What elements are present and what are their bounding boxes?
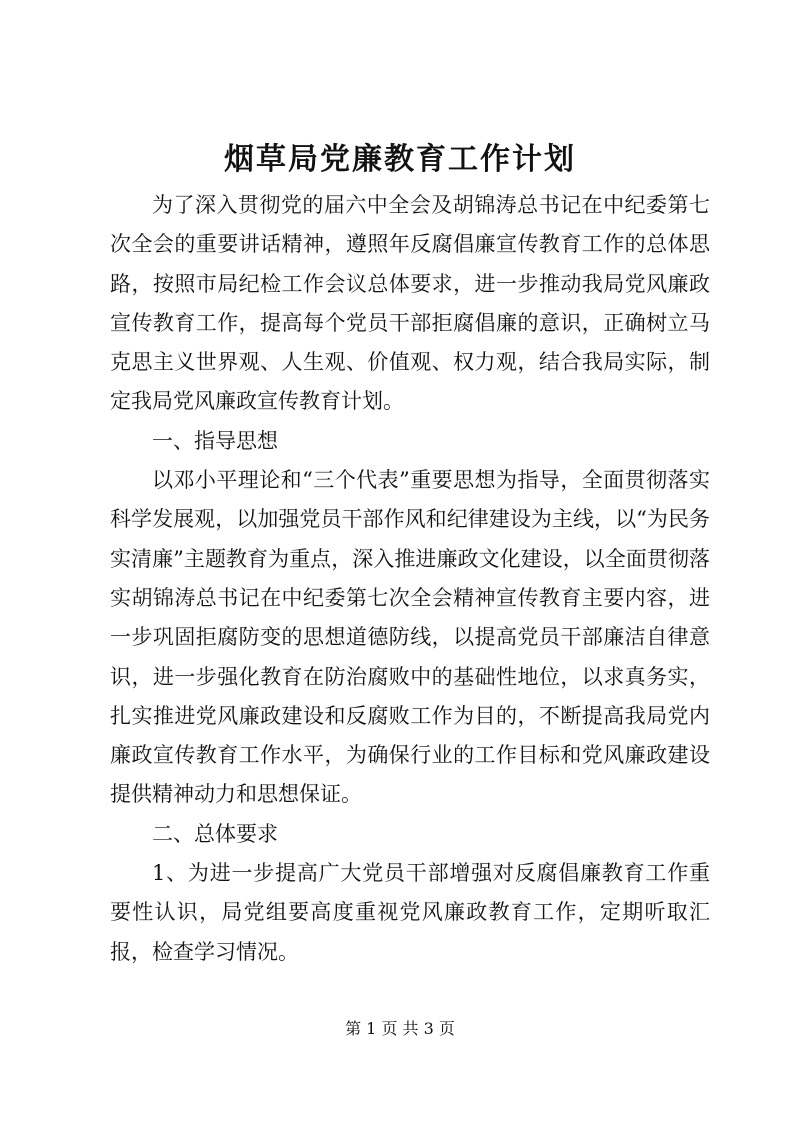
section-heading-general-requirements: 二、总体要求 <box>152 821 278 846</box>
page-number-footer: 第 1 页 共 3 页 <box>345 1019 455 1038</box>
section-heading-guiding-ideology: 一、指导思想 <box>152 428 278 453</box>
paragraph-requirement-1: 1、为进一步提高广大党员干部增强对反腐倡廉教育工作重要性认识，局党组要高度重视党风廉政教育工作，定期听取汇报，检查学习情况。 <box>110 861 710 964</box>
document-body <box>110 186 710 972</box>
document-title: 烟草局党廉教育工作计划 <box>224 142 576 177</box>
paragraph-guiding-ideology: 以邓小平理论和“三个代表”重要思想为指导，全面贯彻落实科学发展观，以加强党员干部作风和纪律建设为主线，以“为民务实清廉”主题教育为重点，深入推进廉政文化建设，以全面贯彻落实胡锦涛总书记在中纪委第七次全会精神宣传教育主要内容，进一步巩固拒腐防变的思想道德防线，以提高党员干部廉洁自律意识，进一步强化教育在防治腐败中的基础性地位，以求真务实，扎实推进党风廉政建设和反腐败工作为目的，不断提高我局党内廉政宣传教育工作水平，为确保行业的工作目标和党风廉政建设提供精神动力和思想保证。 <box>110 468 710 807</box>
paragraph-intro: 为了深入贯彻党的届六中全会及胡锦涛总书记在中纪委第七次全会的重要讲话精神，遵照年反腐倡廉宣传教育工作的总体思路，按照市局纪检工作会议总体要求，进一步推动我局党风廉政宣传教育工作，提高每个党员干部拒腐倡廉的意识，正确树立马克思主义世界观、人生观、价值观、权力观，结合我局实际，制定我局党风廉政宣传教育计划。 <box>110 193 710 414</box>
